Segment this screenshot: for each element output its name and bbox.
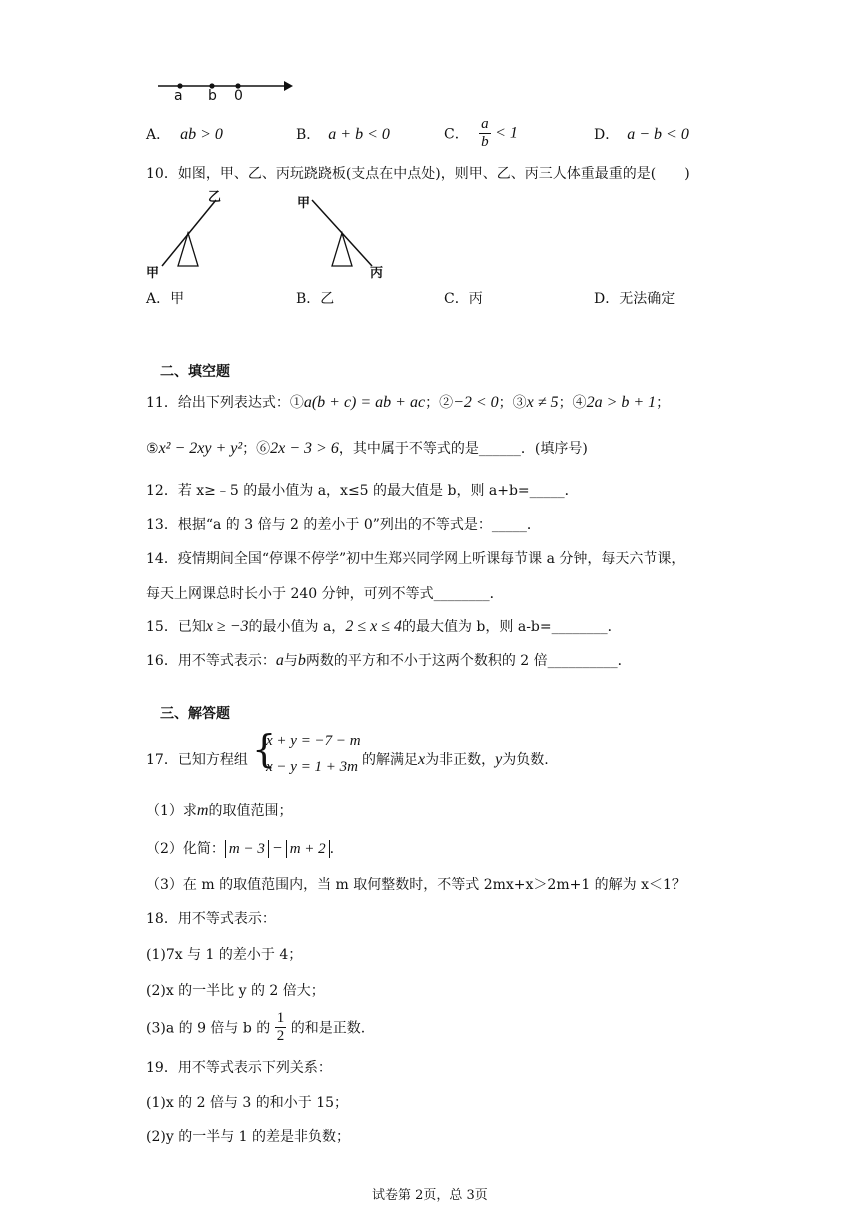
numberline-label-b: b xyxy=(208,88,217,104)
q10-option-b: B．乙 xyxy=(296,291,335,307)
q17-equation-2: x − y = 1 + 3m xyxy=(266,759,359,775)
q11-line2: ⑤x² − 2xy + y²；⑥2x − 3 > 6，其中属于不等式的是______．(填序号) xyxy=(146,440,588,457)
q19-item-2: (2)y 的一半与 1 的差是非负数； xyxy=(146,1129,350,1145)
q18-item-2: (2)x 的一半比 y 的 2 倍大； xyxy=(146,983,325,999)
q16-text: 16．用不等式表示：a与b两数的平方和不小于这两个数积的 2 倍__________． xyxy=(146,652,632,669)
q18-fraction: $\frac{1}{2}$ xyxy=(276,1010,285,1044)
q15-text: 15．已知x ≥ −3的最小值为 a，2 ≤ x ≤ 4的最大值为 b，则 a-b=________． xyxy=(146,618,622,635)
q19-item-1: (1)x 的 2 倍与 3 的和小于 15； xyxy=(146,1095,349,1111)
q17-system-brace: { xyxy=(252,727,277,771)
seesaw-right-bottom-label: 丙 xyxy=(370,266,384,281)
number-line-figure xyxy=(150,76,295,112)
q18-item-3: (3)a 的 9 倍与 b 的 $\frac{1}{2}$ 的和是正数. xyxy=(146,1010,366,1044)
q17-equation-1: x + y = −7 − m xyxy=(266,733,361,749)
q10-option-a: A．甲 xyxy=(146,291,185,307)
q10-option-c: C．丙 xyxy=(444,291,483,307)
q9-option-c: C． $\frac{a}{b}$ < 1 xyxy=(444,116,518,150)
numberline-label-a: a xyxy=(174,88,183,104)
q10-text: 10．如图，甲、乙、丙玩跷跷板(支点在中点处)，则甲、乙、丙三人体重最重的是( ) xyxy=(146,166,690,182)
q17-part2: （2）化简： m − 3 − m + 2 . xyxy=(146,840,335,857)
q13-text: 13．根据“a 的 3 倍与 2 的差小于 0”列出的不等式是：_____． xyxy=(146,517,541,533)
q14-line2: 每天上网课总时长小于 240 分钟，可列不等式________． xyxy=(146,586,504,602)
section-heading-solve: 三、解答题 xyxy=(160,706,230,722)
q9-option-d: D． a − b < 0 xyxy=(594,126,689,143)
q17-prefix: 17．已知方程组 xyxy=(146,752,248,768)
q17-condition: 的解满足x为非正数，y为负数. xyxy=(362,751,549,768)
numberline-label-0: 0 xyxy=(234,88,243,104)
q17-part1: （1）求m的取值范围； xyxy=(146,802,293,819)
q19-title: 19．用不等式表示下列关系： xyxy=(146,1060,332,1076)
seesaw-right-top-label: 甲 xyxy=(297,196,311,211)
q14-line1: 14．疫情期间全国“停课不停学”初中生郑兴同学网上听课每节课 a 分钟，每天六节课， xyxy=(146,551,686,567)
q17-part3: （3）在 m 的取值范围内，当 m 取何整数时，不等式 2mx+x＞2m+1 的解为 x＜1？ xyxy=(146,877,686,893)
q11-line1: 11．给出下列表达式：①a(b + c) = ab + ac；②−2 < 0；③x ≠ 5；④2a > b + 1； xyxy=(146,394,671,411)
section-heading-fill-in: 二、填空题 xyxy=(160,364,230,380)
q9-option-a: A． ab > 0 xyxy=(146,126,223,143)
q10-option-d: D．无法确定 xyxy=(594,291,676,307)
seesaw-left-bottom-label: 甲 xyxy=(146,266,160,281)
q18-title: 18．用不等式表示： xyxy=(146,911,276,927)
seesaw-left-top-label: 乙 xyxy=(208,190,222,205)
q12-text: 12．若 x≥﹣5 的最小值为 a，x≤5 的最大值是 b，则 a+b=_____． xyxy=(146,483,579,499)
q18-item-1: (1)7x 与 1 的差小于 4； xyxy=(146,947,303,963)
page-footer: 试卷第 2页，总 3页 xyxy=(372,1188,488,1203)
q9-c-fraction: $\frac{a}{b}$ xyxy=(481,116,489,150)
q9-option-b: B． a + b < 0 xyxy=(296,126,390,143)
